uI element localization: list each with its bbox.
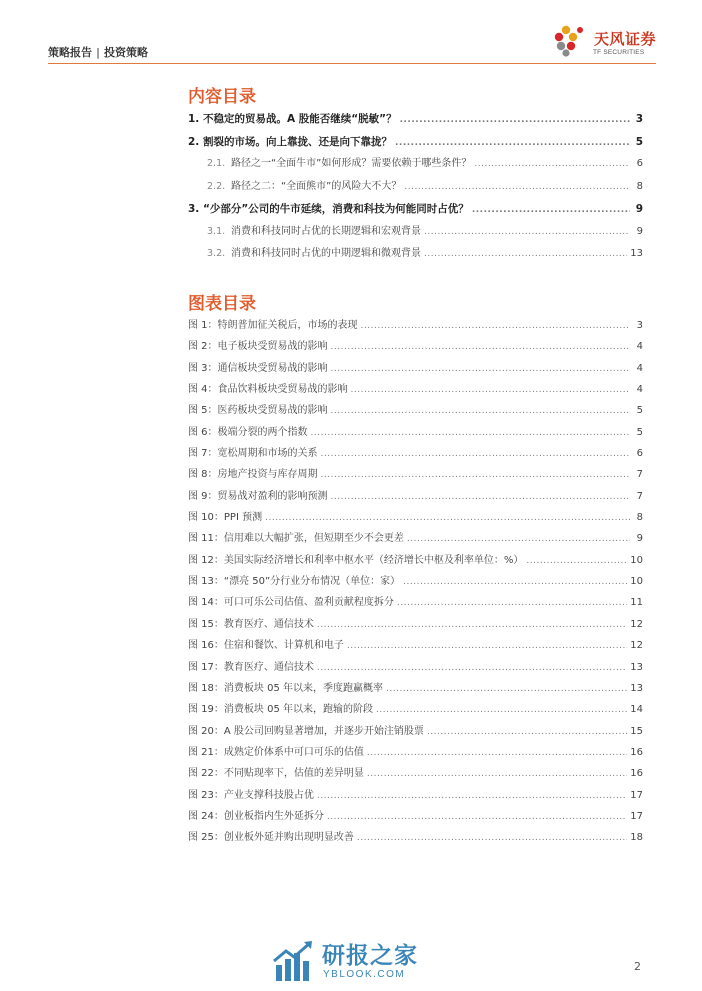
dot-leader: [367, 764, 627, 784]
entry-page: 13: [630, 248, 643, 259]
entry-title: 成熟定价体系中可口可乐的估值: [223, 746, 364, 758]
brand-name: 天风证券: [594, 30, 657, 48]
entry-number: 图 15：: [188, 618, 224, 630]
figure-entry[interactable]: [188, 806, 643, 827]
dot-leader: [367, 743, 627, 763]
dot-leader: [395, 132, 630, 154]
figure-list: [188, 315, 643, 849]
figure-entry[interactable]: [188, 336, 643, 357]
entry-number: 图 19：: [188, 704, 224, 716]
dot-leader: [526, 551, 627, 571]
report-category: 投资策略: [104, 46, 149, 59]
dot-leader: [474, 153, 630, 176]
dot-leader: [472, 199, 630, 221]
figure-entry[interactable]: [188, 358, 643, 379]
dot-leader: [357, 828, 627, 848]
figure-entry[interactable]: [188, 699, 643, 720]
entry-page: 6: [636, 448, 643, 460]
entry-page: 12: [630, 618, 643, 630]
entry-page: 11: [630, 597, 643, 609]
toc-subentry[interactable]: [188, 176, 643, 199]
figure-entry[interactable]: [188, 742, 643, 763]
figure-entry[interactable]: [188, 464, 643, 485]
entry-page: 15: [630, 725, 643, 737]
page-number: 2: [634, 960, 641, 973]
toc-subentry[interactable]: [188, 153, 643, 176]
entry-page: 9: [635, 203, 643, 215]
dot-leader: [361, 316, 630, 336]
entry-title: 产业支撑科技股占优: [223, 789, 314, 801]
figure-entry[interactable]: [188, 592, 643, 613]
entry-number: 图 25：: [188, 832, 224, 844]
entry-title: 教育医疗、通信技术: [223, 661, 314, 673]
entry-page: 9: [636, 225, 643, 237]
entry-number: 图 23：: [188, 789, 224, 801]
entry-title: 教育医疗、通信技术: [223, 618, 314, 630]
entry-number: 图 16：: [188, 640, 224, 652]
dot-leader: [321, 465, 630, 485]
figures-title: 图表目录: [188, 294, 256, 314]
entry-page: 6: [636, 158, 643, 169]
watermark: [272, 937, 432, 987]
dot-leader: [317, 658, 627, 678]
entry-page: 12: [630, 640, 643, 652]
entry-page: 10: [630, 576, 643, 588]
dot-leader: [327, 807, 627, 827]
dot-leader: [265, 508, 630, 528]
figure-entry[interactable]: [188, 550, 643, 571]
figure-entry[interactable]: [188, 486, 643, 507]
entry-number: 图 18：: [188, 682, 224, 694]
dot-leader: [347, 636, 627, 656]
dot-leader: [407, 529, 630, 549]
entry-title: 消费板块 05 年以来，季度跑赢概率: [223, 682, 383, 694]
dot-leader: [351, 380, 630, 400]
entry-page: 7: [636, 490, 643, 502]
figure-entry[interactable]: [188, 721, 643, 742]
entry-title: 不同贴现率下，估值的差异明显: [223, 768, 364, 780]
entry-page: 17: [630, 810, 643, 822]
figure-entry[interactable]: [188, 827, 643, 848]
entry-number: 3.1.: [207, 225, 226, 237]
dot-leader: [376, 700, 627, 720]
entry-title: 住宿和餐饮、计算机和电子: [223, 640, 344, 652]
dot-leader: [331, 337, 630, 357]
report-header: [48, 44, 148, 60]
watermark-text: 研报之家: [322, 943, 418, 969]
entry-page: 16: [630, 746, 643, 758]
entry-number: 图 7：: [188, 448, 218, 460]
entry-page: 17: [630, 789, 643, 801]
figure-entry[interactable]: [188, 614, 643, 635]
entry-page: 9: [636, 533, 643, 545]
entry-title: 创业板指内生外延拆分: [223, 810, 324, 822]
entry-number: 图 14：: [188, 597, 224, 609]
dot-leader: [331, 401, 630, 421]
entry-page: 3: [636, 320, 643, 331]
bar-chart-icon: [272, 939, 316, 983]
toc-subentry[interactable]: [188, 243, 643, 266]
entry-page: 8: [636, 512, 643, 524]
entry-title: 食品饮料板块受贸易战的影响: [217, 384, 348, 396]
entry-number: 图 3：: [188, 362, 218, 374]
entry-page: 4: [636, 384, 643, 396]
entry-title: “少部分”公司的牛市延续，消费和科技为何能同时占优？: [203, 203, 469, 215]
toc-subentry[interactable]: [188, 221, 643, 244]
entry-number: 图 1：: [188, 320, 218, 331]
figure-entry[interactable]: [188, 379, 643, 400]
entry-number: 2.: [188, 135, 200, 148]
figure-entry[interactable]: [188, 635, 643, 656]
entry-title: 极端分裂的两个指数: [217, 426, 308, 438]
entry-title: 消费板块 05 年以来，跑输的阶段: [223, 704, 373, 716]
dot-leader: [424, 221, 630, 244]
entry-title: 美国实际经济增长和利率中枢水平（经济增长中枢及利率单位：%）: [223, 554, 524, 566]
dot-leader: [331, 487, 630, 507]
dot-leader: [400, 109, 630, 131]
entry-page: 3: [635, 113, 643, 125]
entry-number: 图 20：: [188, 725, 224, 737]
toc-entry[interactable]: [188, 198, 643, 221]
figure-entry[interactable]: [188, 400, 643, 421]
entry-title: 医药板块受贸易战的影响: [217, 405, 328, 417]
entry-title: 宽松周期和市场的关系: [217, 448, 318, 460]
dot-leader: [424, 243, 627, 266]
entry-number: 图 12：: [188, 554, 224, 566]
entry-title: 特朗普加征关税后，市场的表现: [217, 320, 358, 331]
entry-page: 4: [636, 362, 643, 374]
entry-title: 不稳定的贸易战。A 股能否继续“脱敏”？: [203, 113, 397, 125]
figure-entry[interactable]: [188, 657, 643, 678]
dot-leader: [427, 722, 627, 742]
entry-title: 路径之二：“全面熊市”的风险大不大？: [231, 180, 402, 192]
dot-leader: [317, 615, 627, 635]
header-divider: [48, 63, 656, 64]
figure-entry[interactable]: [188, 678, 643, 699]
figure-entry[interactable]: [188, 422, 643, 443]
brand-subtitle: TF SECURITIES: [593, 49, 645, 56]
entry-page: 18: [630, 832, 643, 844]
entry-title: PPI 预测: [223, 512, 263, 524]
entry-page: 13: [630, 661, 643, 673]
dot-leader: [404, 176, 630, 199]
entry-number: 图 17：: [188, 661, 224, 673]
entry-title: 可口可乐公司估值、盈利贡献程度拆分: [223, 597, 394, 609]
entry-number: 1.: [188, 113, 200, 125]
entry-title: 消费和科技同时占优的中期逻辑和微观背景: [231, 248, 421, 259]
dot-leader: [317, 786, 627, 806]
entry-number: 图 21：: [188, 746, 224, 758]
entry-number: 3.: [188, 203, 200, 215]
entry-title: 电子板块受贸易战的影响: [217, 341, 328, 353]
header-separator: |: [96, 46, 101, 59]
entry-title: 割裂的市场。向上靠拢、还是向下靠拢？: [203, 135, 392, 148]
entry-number: 图 2：: [188, 341, 218, 353]
toc-entry[interactable]: [188, 131, 643, 154]
dot-leader: [397, 593, 627, 613]
watermark-url: YBLOOK.COM: [323, 969, 406, 980]
entry-number: 图 8：: [188, 469, 218, 481]
entry-page: 8: [636, 180, 643, 192]
entry-number: 图 13：: [188, 576, 224, 588]
entry-number: 图 9：: [188, 490, 218, 502]
toc-entry[interactable]: [188, 108, 643, 131]
figure-entry[interactable]: [188, 785, 643, 806]
dot-leader: [311, 423, 630, 443]
table-of-contents: [188, 108, 643, 266]
figure-entry[interactable]: [188, 763, 643, 784]
figure-entry[interactable]: [188, 571, 643, 592]
entry-page: 16: [630, 768, 643, 780]
entry-page: 5: [636, 426, 643, 438]
entry-page: 13: [630, 682, 643, 694]
entry-title: “漂亮 50”分行业分布情况（单位：家）: [223, 576, 401, 588]
entry-number: 图 5：: [188, 405, 218, 417]
entry-title: 贸易战对盈利的影响预测: [217, 490, 328, 502]
entry-title: 房地产投资与库存周期: [217, 469, 318, 481]
entry-number: 2.1.: [207, 158, 226, 169]
entry-page: 4: [636, 341, 643, 353]
report-type: 策略报告: [48, 46, 92, 59]
entry-title: 路径之一“全面牛市”如何形成？需要依赖于哪些条件？: [231, 158, 472, 169]
toc-title: 内容目录: [188, 87, 256, 107]
entry-title: A 股公司回购显著增加，并逐步开始注销股票: [223, 725, 424, 737]
entry-page: 14: [630, 704, 643, 716]
entry-number: 图 22：: [188, 768, 224, 780]
entry-title: 信用难以大幅扩张，但短期至少不会更差: [223, 533, 404, 545]
entry-number: 图 11：: [188, 533, 224, 545]
dot-leader: [331, 359, 630, 379]
entry-page: 10: [630, 554, 643, 566]
entry-title: 通信板块受贸易战的影响: [217, 362, 328, 374]
figure-entry[interactable]: [188, 507, 643, 528]
entry-number: 图 24：: [188, 810, 224, 822]
dot-leader: [403, 572, 627, 592]
figure-entry[interactable]: [188, 315, 643, 336]
entry-number: 2.2.: [207, 180, 226, 192]
entry-title: 消费和科技同时占优的长期逻辑和宏观背景: [231, 225, 421, 237]
entry-number: 图 4：: [188, 384, 218, 396]
entry-title: 创业板外延并购出现明显改善: [223, 832, 354, 844]
entry-page: 5: [635, 135, 643, 148]
figure-entry[interactable]: [188, 443, 643, 464]
entry-page: 7: [636, 469, 643, 481]
dot-leader: [386, 679, 627, 699]
entry-page: 5: [636, 405, 643, 417]
dot-leader: [321, 444, 630, 464]
entry-number: 3.2.: [207, 248, 226, 259]
figure-entry[interactable]: [188, 528, 643, 549]
entry-number: 图 10：: [188, 512, 224, 524]
entry-number: 图 6：: [188, 426, 218, 438]
